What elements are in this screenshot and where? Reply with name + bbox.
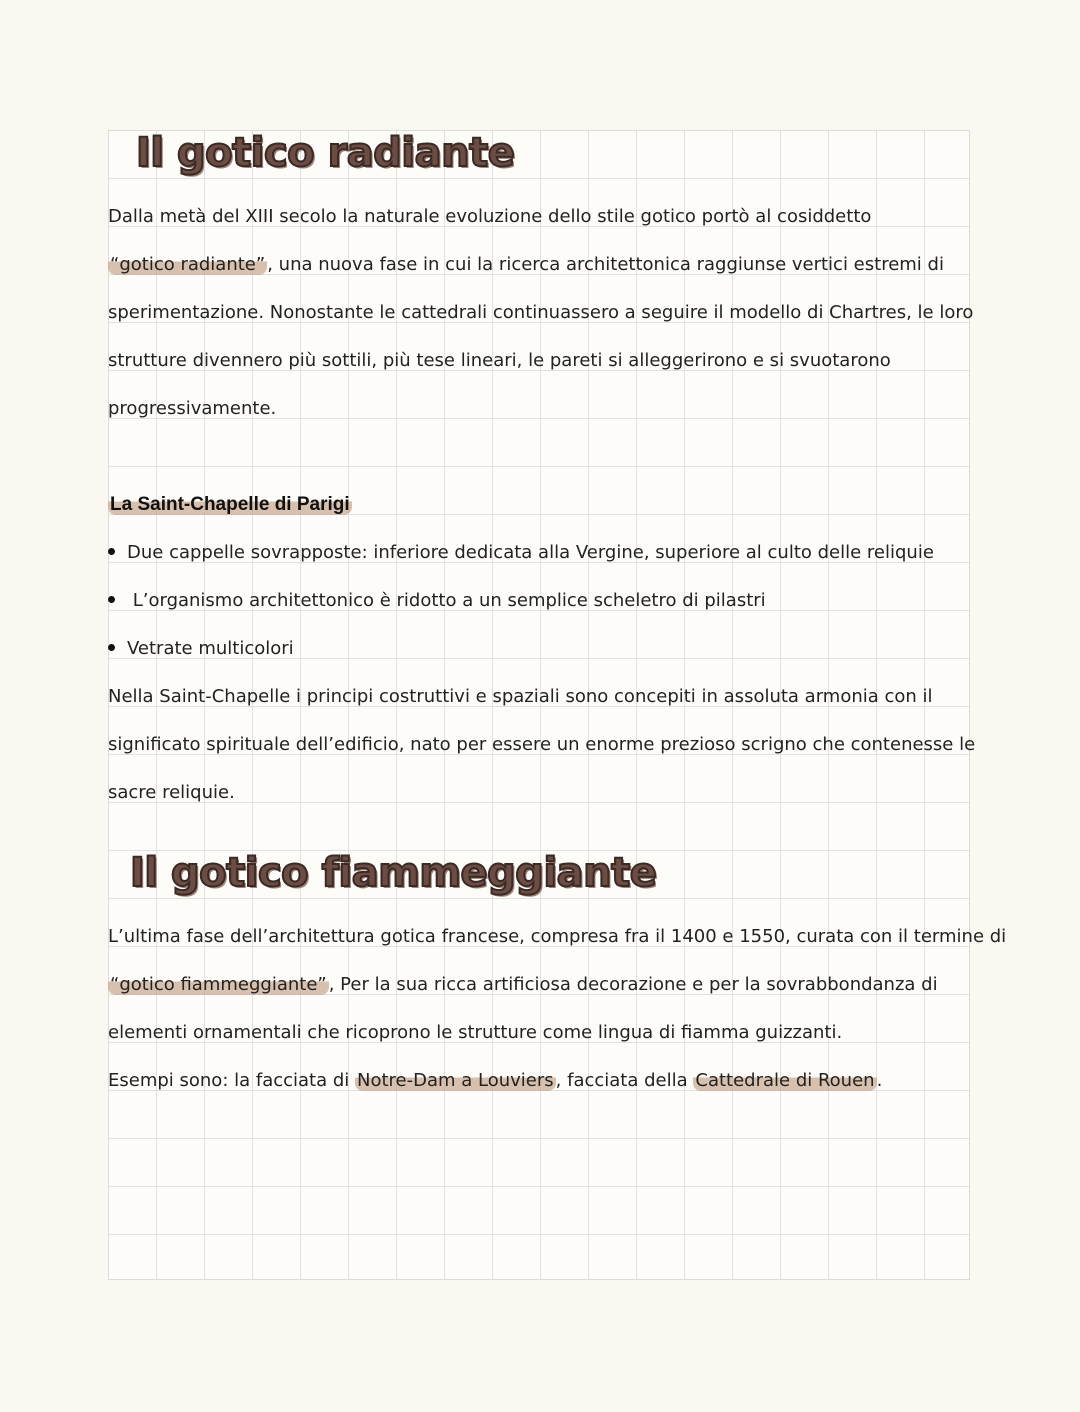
paragraph-line <box>108 1070 882 1091</box>
paragraph-line: sacre reliquie. <box>108 782 235 803</box>
bullet-icon <box>108 548 115 555</box>
highlighted-term: “gotico radiante” <box>110 254 266 275</box>
list-item-text: Vetrate multicolori <box>127 638 294 659</box>
list-item <box>108 638 294 659</box>
text-segment: Esempi sono: la facciata di <box>108 1070 356 1091</box>
paragraph-line: L’ultima fase dell’architettura gotica francese, compresa fra il 1400 e 1550, curata con il termine di <box>108 926 1007 947</box>
paragraph-line <box>108 398 276 419</box>
bullet-icon <box>108 644 115 651</box>
highlighted-subtitle: La Saint-Chapelle di Parigi <box>110 494 350 515</box>
paragraph-line <box>108 302 973 323</box>
text-segment: , una nuova fase in cui la ricerca architettonica raggiunse vertici estremi di <box>267 254 944 275</box>
text-segment: , Per la sua ricca artificiosa decorazione e per la sovrabbondanza di <box>328 974 938 995</box>
text-segment: , facciata della <box>555 1070 694 1091</box>
list-item <box>108 590 766 611</box>
list-item <box>108 542 934 563</box>
bullet-icon <box>108 596 115 603</box>
text-segment: Dalla metà del XIII secolo la naturale evoluzione dello stile gotico portò al cosiddetto <box>108 206 872 227</box>
list-item-text: Due cappelle sovrapposte: inferiore dedicata alla Vergine, superiore al culto delle reliquie <box>127 542 934 563</box>
list-item-text: L’organismo architettonico è ridotto a un semplice scheletro di pilastri <box>127 590 766 611</box>
paragraph-line <box>108 254 944 275</box>
paragraph-line <box>108 974 938 995</box>
paragraph-line: Nella Saint-Chapelle i principi costruttivi e spaziali sono concepiti in assoluta armonia con il <box>108 686 933 707</box>
highlighted-term: Notre-Dam a Louviers <box>357 1070 554 1091</box>
section-title-gotico-fiammeggiante: Il gotico fiammeggiante <box>130 850 657 896</box>
paragraph-line <box>108 206 871 227</box>
highlighted-term: Cattedrale di Rouen <box>695 1070 875 1091</box>
text-segment: . <box>876 1070 883 1091</box>
paragraph-line: significato spirituale dell’edificio, nato per essere un enorme prezioso scrigno che contenesse le <box>108 734 976 755</box>
paragraph-line <box>108 350 891 371</box>
highlighted-term: “gotico fiammeggiante” <box>110 974 327 995</box>
text-segment: strutture divennero più sottili, più tese lineari, le pareti si alleggerirono e si svuotarono <box>108 350 891 371</box>
text-segment: progressivamente. <box>108 398 277 419</box>
section-title-gotico-radiante: Il gotico radiante <box>136 130 515 176</box>
paragraph-line: elementi ornamentali che ricoprono le strutture come lingua di fiamma guizzanti. <box>108 1022 843 1043</box>
text-segment: sperimentazione. Nonostante le cattedrali continuassero a seguire il modello di Chartres, le loro <box>108 302 974 323</box>
subsection-title <box>108 494 352 516</box>
